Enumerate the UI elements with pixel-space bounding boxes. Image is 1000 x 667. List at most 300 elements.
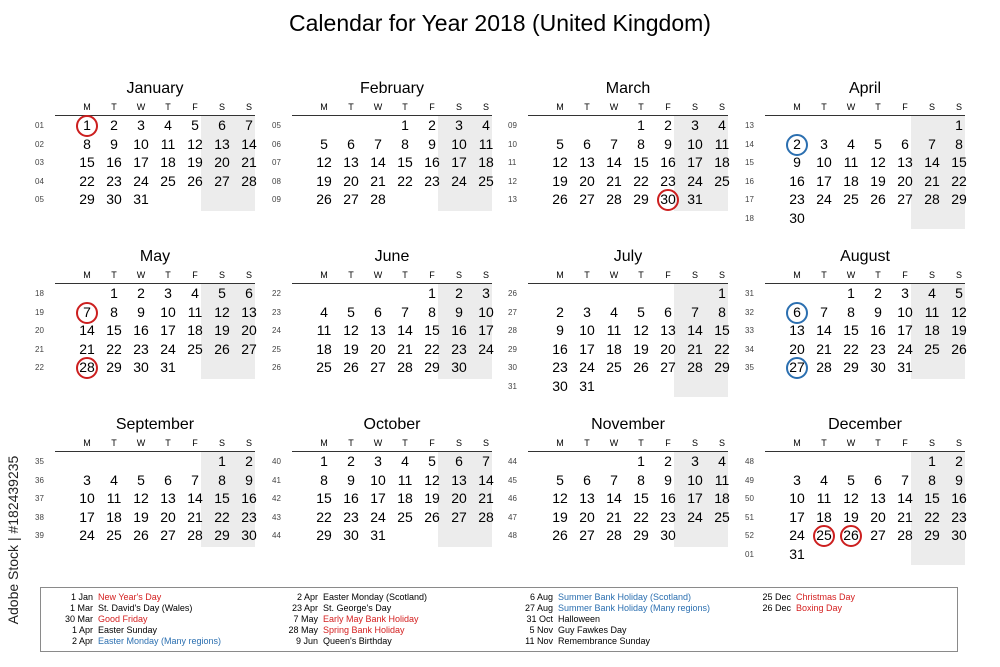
day-cell[interactable]: 9 xyxy=(664,471,672,488)
day-cell[interactable]: 16 xyxy=(343,490,359,506)
day-cell[interactable]: 11 xyxy=(816,490,832,506)
day-cell[interactable]: 28 xyxy=(370,191,386,207)
day-cell[interactable]: 27 xyxy=(214,172,230,189)
day-cell[interactable]: 13 xyxy=(897,154,913,170)
day-cell[interactable]: 14 xyxy=(816,322,832,338)
day-cell[interactable]: 16 xyxy=(660,490,676,506)
day-cell[interactable]: 1 xyxy=(637,117,645,133)
day-cell[interactable]: 12 xyxy=(133,490,149,506)
day-cell[interactable]: 13 xyxy=(214,135,230,152)
day-cell[interactable]: 5 xyxy=(556,135,564,152)
day-cell[interactable]: 18 xyxy=(160,154,176,170)
day-cell[interactable]: 15 xyxy=(79,154,95,170)
day-cell[interactable]: 16 xyxy=(241,490,257,506)
day-cell[interactable]: 20 xyxy=(343,172,359,189)
day-cell[interactable]: 11 xyxy=(187,303,203,320)
day-cell[interactable]: 1 xyxy=(110,285,118,301)
day-cell[interactable]: 26 xyxy=(552,191,568,207)
day-cell[interactable]: 3 xyxy=(455,117,463,133)
day-cell[interactable]: 24 xyxy=(579,359,595,375)
day-cell[interactable]: 16 xyxy=(951,490,967,506)
day-cell[interactable]: 8 xyxy=(718,303,726,320)
day-cell[interactable]: 15 xyxy=(951,154,967,170)
day-cell[interactable]: 11 xyxy=(478,135,494,152)
day-cell[interactable]: 15 xyxy=(633,490,649,506)
day-cell[interactable]: 21 xyxy=(897,508,913,525)
day-cell[interactable]: 1 xyxy=(637,453,645,469)
day-cell[interactable]: 13 xyxy=(241,303,257,320)
day-cell[interactable]: 8 xyxy=(218,471,226,488)
day-cell[interactable]: 16 xyxy=(789,172,805,189)
day-cell[interactable]: 27 xyxy=(451,508,467,525)
day-cell[interactable]: 7 xyxy=(482,453,490,469)
day-cell[interactable]: 23 xyxy=(106,172,122,189)
day-cell[interactable]: 19 xyxy=(843,508,859,525)
day-cell[interactable]: 28 xyxy=(606,527,622,543)
day-cell[interactable]: 16 xyxy=(552,340,568,357)
day-cell[interactable]: 29 xyxy=(951,191,967,207)
day-cell[interactable]: 1 xyxy=(928,453,936,469)
day-cell[interactable]: 2 xyxy=(955,453,963,469)
day-cell[interactable]: 19 xyxy=(633,340,649,357)
day-cell[interactable]: 22 xyxy=(714,340,730,357)
day-cell[interactable]: 5 xyxy=(218,285,226,301)
day-cell[interactable]: 18 xyxy=(187,322,203,338)
day-cell[interactable]: 8 xyxy=(428,303,436,320)
day-cell[interactable]: 4 xyxy=(847,135,855,152)
day-cell[interactable]: 1 xyxy=(718,285,726,301)
day-cell[interactable]: 6 xyxy=(583,135,591,152)
day-cell[interactable]: 26 xyxy=(316,191,332,207)
day-cell[interactable]: 25 xyxy=(606,359,622,375)
day-cell[interactable]: 5 xyxy=(874,135,882,152)
day-cell[interactable]: 29 xyxy=(714,359,730,375)
day-cell[interactable]: 10 xyxy=(897,303,913,320)
day-cell[interactable]: 11 xyxy=(397,471,413,488)
day-cell[interactable]: 11 xyxy=(160,135,176,152)
day-cell[interactable]: 16 xyxy=(133,322,149,338)
day-cell[interactable]: 21 xyxy=(397,340,413,357)
day-cell[interactable]: 27 xyxy=(579,527,595,543)
day-cell[interactable]: 6 xyxy=(793,303,801,320)
day-cell[interactable]: 3 xyxy=(482,285,490,301)
day-cell[interactable]: 2 xyxy=(347,453,355,469)
day-cell[interactable]: 8 xyxy=(847,303,855,320)
day-cell[interactable]: 10 xyxy=(687,471,703,488)
day-cell[interactable]: 28 xyxy=(478,508,494,525)
day-cell[interactable]: 13 xyxy=(789,322,805,338)
day-cell[interactable]: 30 xyxy=(241,527,257,543)
day-cell[interactable]: 1 xyxy=(847,285,855,301)
day-cell[interactable]: 15 xyxy=(397,154,413,170)
day-cell[interactable]: 29 xyxy=(424,359,440,375)
day-cell[interactable]: 2 xyxy=(110,117,118,133)
day-cell[interactable]: 14 xyxy=(606,490,622,506)
day-cell[interactable]: 23 xyxy=(241,508,257,525)
day-cell[interactable]: 16 xyxy=(451,322,467,338)
day-cell[interactable]: 12 xyxy=(552,490,568,506)
day-cell[interactable]: 29 xyxy=(633,527,649,543)
day-cell[interactable]: 22 xyxy=(316,508,332,525)
day-cell[interactable]: 9 xyxy=(955,471,963,488)
day-cell[interactable]: 26 xyxy=(843,527,859,543)
day-cell[interactable]: 5 xyxy=(847,471,855,488)
day-cell[interactable]: 1 xyxy=(320,453,328,469)
day-cell[interactable]: 31 xyxy=(579,377,595,394)
day-cell[interactable]: 13 xyxy=(579,154,595,170)
day-cell[interactable]: 5 xyxy=(428,453,436,469)
day-cell[interactable]: 8 xyxy=(637,471,645,488)
day-cell[interactable]: 19 xyxy=(552,508,568,525)
day-cell[interactable]: 7 xyxy=(374,135,382,152)
day-cell[interactable]: 8 xyxy=(637,135,645,152)
day-cell[interactable]: 17 xyxy=(816,172,832,189)
day-cell[interactable]: 18 xyxy=(316,340,332,357)
day-cell[interactable]: 15 xyxy=(714,322,730,338)
day-cell[interactable]: 23 xyxy=(660,172,676,189)
day-cell[interactable]: 5 xyxy=(320,135,328,152)
day-cell[interactable]: 22 xyxy=(214,508,230,525)
day-cell[interactable]: 14 xyxy=(187,490,203,506)
day-cell[interactable]: 20 xyxy=(241,322,257,338)
day-cell[interactable]: 29 xyxy=(316,527,332,543)
day-cell[interactable]: 11 xyxy=(714,471,730,488)
day-cell[interactable]: 15 xyxy=(924,490,940,506)
day-cell[interactable]: 30 xyxy=(951,527,967,543)
day-cell[interactable]: 17 xyxy=(478,322,494,338)
day-cell[interactable]: 17 xyxy=(133,154,149,170)
day-cell[interactable]: 18 xyxy=(816,508,832,525)
day-cell[interactable]: 18 xyxy=(714,154,730,170)
day-cell[interactable]: 9 xyxy=(874,303,882,320)
day-cell[interactable]: 19 xyxy=(870,172,886,189)
day-cell[interactable]: 25 xyxy=(816,527,832,543)
day-cell[interactable]: 6 xyxy=(583,471,591,488)
day-cell[interactable]: 26 xyxy=(633,359,649,375)
day-cell[interactable]: 25 xyxy=(714,508,730,525)
day-cell[interactable]: 12 xyxy=(214,303,230,320)
day-cell[interactable]: 14 xyxy=(687,322,703,338)
day-cell[interactable]: 27 xyxy=(370,359,386,375)
day-cell[interactable]: 30 xyxy=(660,527,676,543)
day-cell[interactable]: 5 xyxy=(556,471,564,488)
day-cell[interactable]: 29 xyxy=(79,191,95,207)
day-cell[interactable]: 7 xyxy=(820,303,828,320)
day-cell[interactable]: 26 xyxy=(214,340,230,357)
day-cell[interactable]: 13 xyxy=(160,490,176,506)
day-cell[interactable]: 7 xyxy=(691,303,699,320)
day-cell[interactable]: 11 xyxy=(924,303,940,320)
day-cell[interactable]: 9 xyxy=(428,135,436,152)
day-cell[interactable]: 3 xyxy=(137,117,145,133)
day-cell[interactable]: 20 xyxy=(579,508,595,525)
day-cell[interactable]: 3 xyxy=(793,471,801,488)
day-cell[interactable]: 31 xyxy=(789,545,805,562)
day-cell[interactable]: 12 xyxy=(316,154,332,170)
day-cell[interactable]: 7 xyxy=(610,135,618,152)
day-cell[interactable]: 8 xyxy=(955,135,963,152)
day-cell[interactable]: 4 xyxy=(928,285,936,301)
day-cell[interactable]: 3 xyxy=(691,453,699,469)
day-cell[interactable]: 2 xyxy=(428,117,436,133)
day-cell[interactable]: 19 xyxy=(133,508,149,525)
day-cell[interactable]: 22 xyxy=(397,172,413,189)
day-cell[interactable]: 14 xyxy=(79,322,95,338)
day-cell[interactable]: 14 xyxy=(241,135,257,152)
day-cell[interactable]: 4 xyxy=(718,117,726,133)
day-cell[interactable]: 4 xyxy=(320,303,328,320)
day-cell[interactable]: 16 xyxy=(660,154,676,170)
day-cell[interactable]: 28 xyxy=(241,172,257,189)
day-cell[interactable]: 25 xyxy=(478,172,494,189)
day-cell[interactable]: 21 xyxy=(816,340,832,357)
day-cell[interactable]: 21 xyxy=(370,172,386,189)
day-cell[interactable]: 7 xyxy=(610,471,618,488)
day-cell[interactable]: 9 xyxy=(245,471,253,488)
day-cell[interactable]: 3 xyxy=(83,471,91,488)
day-cell[interactable]: 14 xyxy=(370,154,386,170)
day-cell[interactable]: 7 xyxy=(928,135,936,152)
day-cell[interactable]: 27 xyxy=(579,191,595,207)
day-cell[interactable]: 10 xyxy=(687,135,703,152)
day-cell[interactable]: 14 xyxy=(606,154,622,170)
day-cell[interactable]: 26 xyxy=(187,172,203,189)
day-cell[interactable]: 6 xyxy=(218,117,226,133)
day-cell[interactable]: 31 xyxy=(133,191,149,207)
day-cell[interactable]: 1 xyxy=(83,117,91,133)
day-cell[interactable]: 8 xyxy=(110,303,118,320)
day-cell[interactable]: 15 xyxy=(424,322,440,338)
day-cell[interactable]: 20 xyxy=(451,490,467,506)
day-cell[interactable]: 13 xyxy=(451,471,467,488)
day-cell[interactable]: 4 xyxy=(482,117,490,133)
day-cell[interactable]: 12 xyxy=(633,322,649,338)
day-cell[interactable]: 3 xyxy=(691,117,699,133)
day-cell[interactable]: 15 xyxy=(106,322,122,338)
day-cell[interactable]: 12 xyxy=(424,471,440,488)
day-cell[interactable]: 14 xyxy=(924,154,940,170)
day-cell[interactable]: 27 xyxy=(343,191,359,207)
day-cell[interactable]: 26 xyxy=(870,191,886,207)
day-cell[interactable]: 28 xyxy=(79,359,95,375)
day-cell[interactable]: 26 xyxy=(424,508,440,525)
day-cell[interactable]: 2 xyxy=(556,303,564,320)
day-cell[interactable]: 18 xyxy=(714,490,730,506)
day-cell[interactable]: 20 xyxy=(789,340,805,357)
day-cell[interactable]: 17 xyxy=(451,154,467,170)
day-cell[interactable]: 2 xyxy=(793,135,801,152)
day-cell[interactable]: 31 xyxy=(370,527,386,543)
day-cell[interactable]: 6 xyxy=(901,135,909,152)
day-cell[interactable]: 24 xyxy=(370,508,386,525)
day-cell[interactable]: 9 xyxy=(664,135,672,152)
day-cell[interactable]: 3 xyxy=(583,303,591,320)
day-cell[interactable]: 30 xyxy=(133,359,149,375)
day-cell[interactable]: 21 xyxy=(79,340,95,357)
day-cell[interactable]: 6 xyxy=(874,471,882,488)
day-cell[interactable]: 17 xyxy=(687,490,703,506)
day-cell[interactable]: 13 xyxy=(343,154,359,170)
day-cell[interactable]: 12 xyxy=(187,135,203,152)
day-cell[interactable]: 30 xyxy=(552,377,568,394)
day-cell[interactable]: 20 xyxy=(897,172,913,189)
day-cell[interactable]: 22 xyxy=(924,508,940,525)
day-cell[interactable]: 25 xyxy=(316,359,332,375)
day-cell[interactable]: 26 xyxy=(133,527,149,543)
day-cell[interactable]: 4 xyxy=(820,471,828,488)
day-cell[interactable]: 1 xyxy=(955,117,963,133)
day-cell[interactable]: 4 xyxy=(401,453,409,469)
day-cell[interactable]: 6 xyxy=(455,453,463,469)
day-cell[interactable]: 7 xyxy=(83,303,91,320)
day-cell[interactable]: 21 xyxy=(687,340,703,357)
day-cell[interactable]: 29 xyxy=(214,527,230,543)
day-cell[interactable]: 20 xyxy=(579,172,595,189)
day-cell[interactable]: 11 xyxy=(606,322,622,338)
day-cell[interactable]: 10 xyxy=(789,490,805,506)
day-cell[interactable]: 13 xyxy=(870,490,886,506)
day-cell[interactable]: 10 xyxy=(816,154,832,170)
day-cell[interactable]: 18 xyxy=(106,508,122,525)
day-cell[interactable]: 19 xyxy=(187,154,203,170)
day-cell[interactable]: 30 xyxy=(789,209,805,226)
day-cell[interactable]: 17 xyxy=(79,508,95,525)
day-cell[interactable]: 5 xyxy=(955,285,963,301)
day-cell[interactable]: 10 xyxy=(579,322,595,338)
day-cell[interactable]: 4 xyxy=(718,453,726,469)
day-cell[interactable]: 1 xyxy=(218,453,226,469)
day-cell[interactable]: 15 xyxy=(316,490,332,506)
day-cell[interactable]: 14 xyxy=(397,322,413,338)
day-cell[interactable]: 25 xyxy=(397,508,413,525)
day-cell[interactable]: 15 xyxy=(214,490,230,506)
day-cell[interactable]: 21 xyxy=(187,508,203,525)
day-cell[interactable]: 13 xyxy=(660,322,676,338)
day-cell[interactable]: 31 xyxy=(897,359,913,375)
day-cell[interactable]: 23 xyxy=(660,508,676,525)
day-cell[interactable]: 28 xyxy=(397,359,413,375)
day-cell[interactable]: 7 xyxy=(191,471,199,488)
day-cell[interactable]: 22 xyxy=(633,172,649,189)
day-cell[interactable]: 6 xyxy=(664,303,672,320)
day-cell[interactable]: 19 xyxy=(214,322,230,338)
day-cell[interactable]: 14 xyxy=(478,471,494,488)
day-cell[interactable]: 23 xyxy=(451,340,467,357)
day-cell[interactable]: 28 xyxy=(687,359,703,375)
day-cell[interactable]: 22 xyxy=(633,508,649,525)
day-cell[interactable]: 10 xyxy=(478,303,494,320)
day-cell[interactable]: 24 xyxy=(478,340,494,357)
day-cell[interactable]: 26 xyxy=(951,340,967,357)
day-cell[interactable]: 22 xyxy=(424,340,440,357)
day-cell[interactable]: 2 xyxy=(245,453,253,469)
day-cell[interactable]: 17 xyxy=(160,322,176,338)
day-cell[interactable]: 15 xyxy=(843,322,859,338)
day-cell[interactable]: 9 xyxy=(137,303,145,320)
day-cell[interactable]: 21 xyxy=(606,508,622,525)
day-cell[interactable]: 18 xyxy=(606,340,622,357)
day-cell[interactable]: 7 xyxy=(901,471,909,488)
day-cell[interactable]: 25 xyxy=(187,340,203,357)
day-cell[interactable]: 4 xyxy=(191,285,199,301)
day-cell[interactable]: 28 xyxy=(897,527,913,543)
day-cell[interactable]: 21 xyxy=(606,172,622,189)
day-cell[interactable]: 24 xyxy=(687,508,703,525)
day-cell[interactable]: 28 xyxy=(187,527,203,543)
day-cell[interactable]: 29 xyxy=(924,527,940,543)
day-cell[interactable]: 19 xyxy=(552,172,568,189)
day-cell[interactable]: 6 xyxy=(164,471,172,488)
day-cell[interactable]: 19 xyxy=(343,340,359,357)
day-cell[interactable]: 9 xyxy=(347,471,355,488)
day-cell[interactable]: 23 xyxy=(951,508,967,525)
day-cell[interactable]: 4 xyxy=(164,117,172,133)
day-cell[interactable]: 24 xyxy=(687,172,703,189)
day-cell[interactable]: 3 xyxy=(820,135,828,152)
day-cell[interactable]: 30 xyxy=(660,191,676,207)
day-cell[interactable]: 25 xyxy=(160,172,176,189)
day-cell[interactable]: 5 xyxy=(347,303,355,320)
day-cell[interactable]: 24 xyxy=(160,340,176,357)
day-cell[interactable]: 10 xyxy=(133,135,149,152)
day-cell[interactable]: 30 xyxy=(343,527,359,543)
day-cell[interactable]: 6 xyxy=(245,285,253,301)
day-cell[interactable]: 19 xyxy=(316,172,332,189)
day-cell[interactable]: 12 xyxy=(343,322,359,338)
day-cell[interactable]: 22 xyxy=(106,340,122,357)
day-cell[interactable]: 8 xyxy=(83,135,91,152)
day-cell[interactable]: 7 xyxy=(401,303,409,320)
day-cell[interactable]: 11 xyxy=(714,135,730,152)
day-cell[interactable]: 7 xyxy=(245,117,253,133)
day-cell[interactable]: 12 xyxy=(552,154,568,170)
day-cell[interactable]: 17 xyxy=(897,322,913,338)
day-cell[interactable]: 25 xyxy=(106,527,122,543)
day-cell[interactable]: 23 xyxy=(343,508,359,525)
day-cell[interactable]: 14 xyxy=(897,490,913,506)
day-cell[interactable]: 21 xyxy=(241,154,257,170)
day-cell[interactable]: 23 xyxy=(789,191,805,207)
day-cell[interactable]: 30 xyxy=(106,191,122,207)
day-cell[interactable]: 10 xyxy=(79,490,95,506)
day-cell[interactable]: 26 xyxy=(552,527,568,543)
day-cell[interactable]: 10 xyxy=(451,135,467,152)
day-cell[interactable]: 12 xyxy=(870,154,886,170)
day-cell[interactable]: 27 xyxy=(660,359,676,375)
day-cell[interactable]: 20 xyxy=(160,508,176,525)
day-cell[interactable]: 28 xyxy=(816,359,832,375)
day-cell[interactable]: 18 xyxy=(843,172,859,189)
day-cell[interactable]: 16 xyxy=(424,154,440,170)
day-cell[interactable]: 10 xyxy=(370,471,386,488)
day-cell[interactable]: 29 xyxy=(633,191,649,207)
day-cell[interactable]: 9 xyxy=(455,303,463,320)
day-cell[interactable]: 25 xyxy=(714,172,730,189)
day-cell[interactable]: 24 xyxy=(789,527,805,543)
day-cell[interactable]: 21 xyxy=(478,490,494,506)
day-cell[interactable]: 20 xyxy=(870,508,886,525)
day-cell[interactable]: 27 xyxy=(870,527,886,543)
day-cell[interactable]: 12 xyxy=(843,490,859,506)
day-cell[interactable]: 10 xyxy=(160,303,176,320)
day-cell[interactable]: 23 xyxy=(552,359,568,375)
day-cell[interactable]: 12 xyxy=(951,303,967,320)
day-cell[interactable]: 24 xyxy=(79,527,95,543)
day-cell[interactable]: 3 xyxy=(374,453,382,469)
day-cell[interactable]: 2 xyxy=(137,285,145,301)
day-cell[interactable]: 6 xyxy=(347,135,355,152)
day-cell[interactable]: 22 xyxy=(951,172,967,189)
